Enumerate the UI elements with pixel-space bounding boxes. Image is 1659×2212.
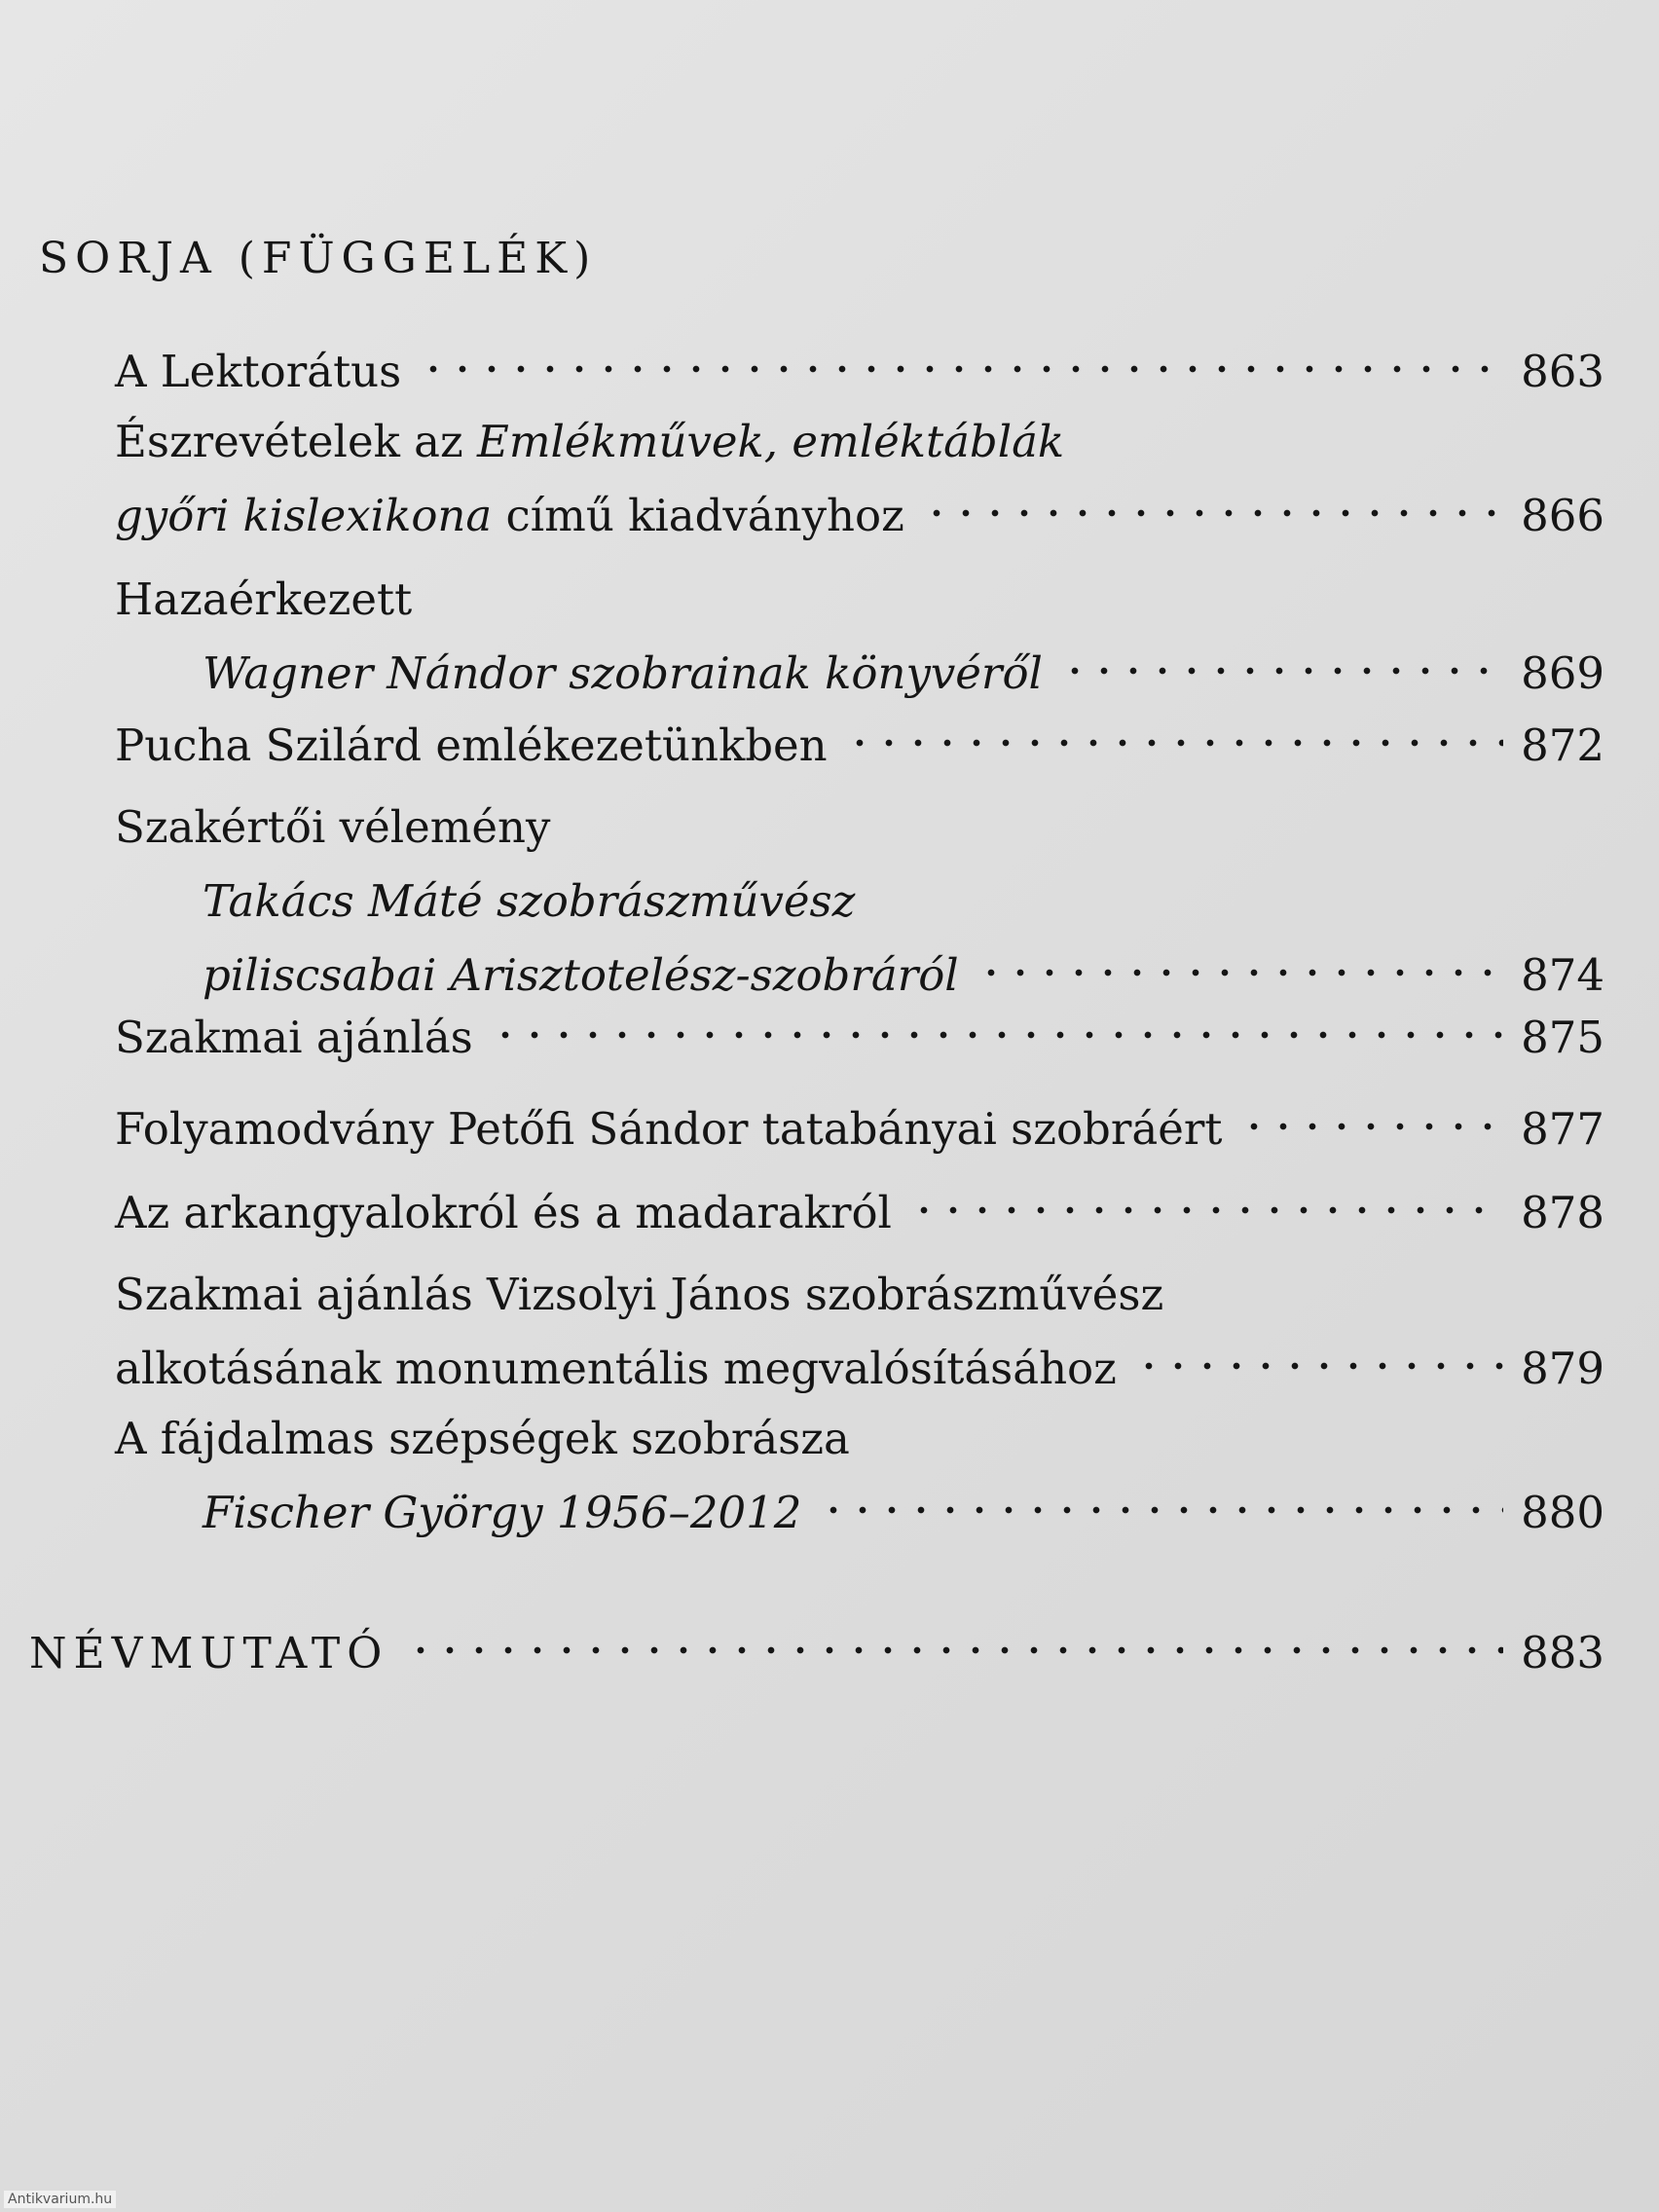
page-number: 877 <box>1521 1103 1604 1155</box>
page-number: 875 <box>1521 1012 1604 1063</box>
toc-entry[interactable] <box>115 1258 1604 1406</box>
entry-title: Szakmai ajánlás <box>115 1012 473 1063</box>
toc-entry[interactable] <box>115 709 1604 783</box>
dot-leader <box>1060 653 1503 688</box>
toc-entry[interactable] <box>115 335 1604 409</box>
toc-entry[interactable] <box>115 1001 1604 1075</box>
dot-leader <box>922 496 1503 531</box>
entry-subtitle: Wagner Nándor szobrainak könyvéről <box>203 647 1043 699</box>
dot-leader <box>419 351 1503 387</box>
entry-title: Folyamodvány Petőfi Sándor tatabányai szobráért <box>115 1103 1223 1155</box>
toc-entry[interactable] <box>115 1176 1604 1250</box>
page-number: 883 <box>1521 1627 1604 1678</box>
dot-leader <box>1134 1348 1503 1383</box>
page-number: 878 <box>1521 1187 1604 1238</box>
page-number: 874 <box>1521 949 1604 1001</box>
toc-entry-index[interactable] <box>29 1616 1604 1690</box>
toc-entry[interactable] <box>115 1092 1604 1166</box>
dot-leader <box>819 1493 1503 1528</box>
dot-leader <box>406 1633 1503 1668</box>
page-number: 863 <box>1521 346 1604 397</box>
toc-entry[interactable] <box>115 791 1604 1013</box>
toc-entry[interactable] <box>115 1402 1604 1550</box>
entry-subtitle: Takács Máté szobrászművész <box>203 875 856 927</box>
entry-title: A Lektorátus <box>115 346 402 397</box>
entry-title: alkotásának monumentális megvalósításához <box>115 1343 1117 1394</box>
toc-entry[interactable] <box>115 563 1604 711</box>
dot-leader <box>1239 1109 1503 1144</box>
page-number: 880 <box>1521 1487 1604 1538</box>
dot-leader <box>491 1017 1503 1052</box>
toc-entry[interactable] <box>115 405 1604 553</box>
page-number: 872 <box>1521 719 1604 771</box>
page-number: 866 <box>1521 490 1604 541</box>
page-number: 879 <box>1521 1343 1604 1394</box>
dot-leader <box>845 725 1503 760</box>
dot-leader <box>909 1193 1503 1228</box>
entry-title: Hazaérkezett <box>115 573 413 625</box>
watermark: Antikvarium.hu <box>4 2191 116 2208</box>
entry-title: Szakmai ajánlás Vizsolyi János szobrászművész <box>115 1269 1164 1320</box>
dot-leader <box>977 955 1503 990</box>
entry-title: győri kislexikona című kiadványhoz <box>115 490 904 541</box>
entry-title: Az arkangyalokról és a madarakról <box>115 1187 892 1238</box>
entry-subtitle: Fischer György 1956–2012 <box>203 1487 802 1538</box>
entry-title: Észrevételek az Emlékművek, emléktáblák <box>115 416 1065 467</box>
section-heading-nevmutato: NÉVMUTATÓ <box>29 1629 389 1678</box>
page-number: 869 <box>1521 647 1604 699</box>
entry-title: Pucha Szilárd emlékezetünkben <box>115 719 828 771</box>
entry-subtitle: piliscsabai Arisztotelész-szobráról <box>203 949 959 1001</box>
entry-title: A fájdalmas szépségek szobrásza <box>115 1413 850 1464</box>
section-heading-sorja: SORJA (FÜGGELÉK) <box>39 234 598 283</box>
entry-title: Szakértői vélemény <box>115 801 551 853</box>
